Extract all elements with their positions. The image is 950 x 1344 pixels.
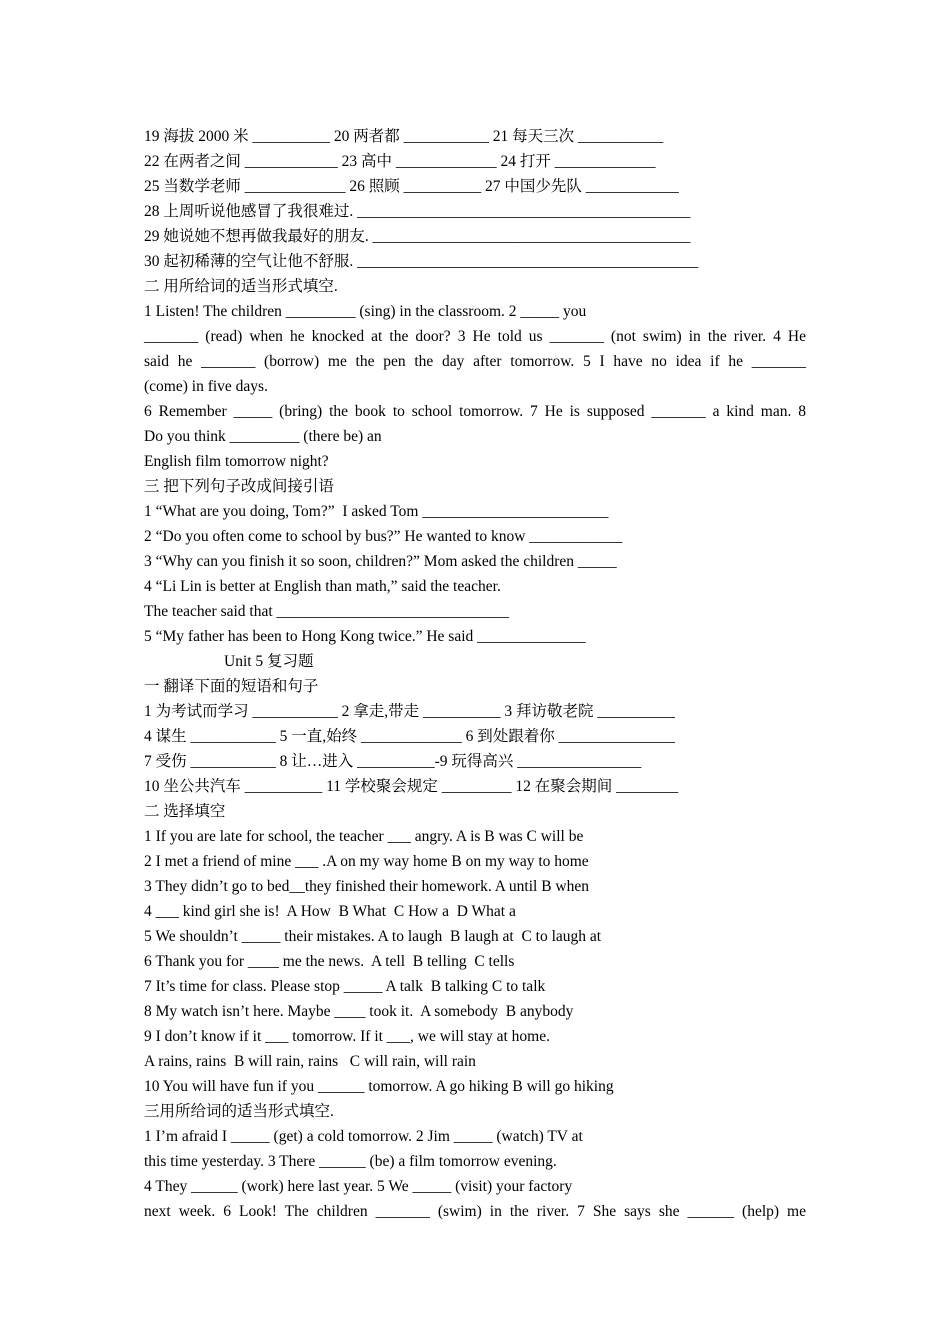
text-line: The teacher said that ______________________________ bbox=[144, 603, 510, 620]
text-line: 25 当数学老师 _____________ 26 照顾 __________ 27 中国少先队 ____________ bbox=[144, 178, 679, 195]
text-line: 9 I don’t know if it ___ tomorrow. If it ___, we will stay at home. bbox=[144, 1028, 550, 1045]
text-line: (come) in five days. bbox=[144, 378, 268, 395]
text-line: 7 It’s time for class. Please stop _____ A talk B talking C to talk bbox=[144, 978, 546, 995]
text-line: 4 谋生 ___________ 5 一直,始终 _____________ 6 到处跟着你 _______________ bbox=[144, 728, 675, 745]
section-heading: 三 把下列句子改成间接引语 bbox=[144, 478, 334, 495]
text-line: English film tomorrow night? bbox=[144, 453, 329, 470]
text-line: 8 My watch isn’t here. Maybe ____ took it. A somebody B anybody bbox=[144, 1003, 574, 1020]
text-line: A rains, rains B will rain, rains C will rain, will rain bbox=[144, 1053, 476, 1070]
text-line: 19 海拔 2000 米 __________ 20 两者都 ___________ 21 每天三次 ___________ bbox=[144, 128, 664, 145]
section-heading: 一 翻译下面的短语和句子 bbox=[144, 678, 319, 695]
section-heading: 三用所给词的适当形式填空. bbox=[144, 1103, 334, 1120]
text-line: said he _______ (borrow) me the pen the day after tomorrow. 5 I have no idea if he _______ bbox=[144, 353, 806, 370]
text-line: 10 坐公共汽车 __________ 11 学校聚会规定 _________ 12 在聚会期间 ________ bbox=[144, 778, 679, 795]
text-line: 10 You will have fun if you ______ tomorrow. A go hiking B will go hiking bbox=[144, 1078, 614, 1095]
text-line: 4 ___ kind girl she is! A How B What C How a D What a bbox=[144, 903, 516, 920]
text-line: 1 “What are you doing, Tom?” I asked Tom ________________________ bbox=[144, 503, 609, 520]
text-line: 30 起初稀薄的空气让他不舒服. ____________________________________________ bbox=[144, 253, 699, 270]
text-line: 6 Remember _____ (bring) the book to school tomorrow. 7 He is supposed _______ a kind man. 8 bbox=[144, 403, 806, 420]
document-body bbox=[144, 124, 806, 1224]
text-line: 28 上周听说他感冒了我很难过. ___________________________________________ bbox=[144, 203, 691, 220]
text-line: 5 We shouldn’t _____ their mistakes. A to laugh B laugh at C to laugh at bbox=[144, 928, 602, 945]
text-line: 7 受伤 ___________ 8 让…进入 __________-9 玩得高兴 ________________ bbox=[144, 753, 642, 770]
text-line: _______ (read) when he knocked at the door? 3 He told us _______ (not swim) in the river. 4 He bbox=[144, 328, 806, 345]
text-line: this time yesterday. 3 There ______ (be) a film tomorrow evening. bbox=[144, 1153, 557, 1170]
text-line: 6 Thank you for ____ me the news. A tell B telling C tells bbox=[144, 953, 515, 970]
text-line: 2 I met a friend of mine ___ .A on my way home B on my way to home bbox=[144, 853, 589, 870]
text-line: 1 I’m afraid I _____ (get) a cold tomorrow. 2 Jim _____ (watch) TV at bbox=[144, 1128, 583, 1145]
text-line: 5 “My father has been to Hong Kong twice.” He said ______________ bbox=[144, 628, 586, 645]
text-line: Do you think _________ (there be) an bbox=[144, 428, 382, 445]
unit-title: Unit 5 复习题 bbox=[224, 653, 314, 670]
text-line: 2 “Do you often come to school by bus?” He wanted to know ____________ bbox=[144, 528, 623, 545]
text-line: 4 “Li Lin is better at English than math,” said the teacher. bbox=[144, 578, 501, 595]
text-line: 29 她说她不想再做我最好的朋友. _________________________________________ bbox=[144, 228, 691, 245]
text-line: 1 为考试而学习 ___________ 2 拿走,带走 __________ 3 拜访敬老院 __________ bbox=[144, 703, 675, 720]
text-line: 1 Listen! The children _________ (sing) in the classroom. 2 _____ you bbox=[144, 303, 587, 320]
section-heading: 二 用所给词的适当形式填空. bbox=[144, 278, 338, 295]
section-heading: 二 选择填空 bbox=[144, 803, 226, 820]
text-line: 1 If you are late for school, the teacher ___ angry. A is B was C will be bbox=[144, 828, 584, 845]
text-line: next week. 6 Look! The children _______ (swim) in the river. 7 She says she ______ (help) me bbox=[144, 1203, 806, 1220]
text-line: 4 They ______ (work) here last year. 5 We _____ (visit) your factory bbox=[144, 1178, 573, 1195]
text-line: 3 “Why can you finish it so soon, children?” Mom asked the children _____ bbox=[144, 553, 617, 570]
text-line: 3 They didn’t go to bed__they finished their homework. A until B when bbox=[144, 878, 590, 895]
text-line: 22 在两者之间 ____________ 23 高中 _____________ 24 打开 _____________ bbox=[144, 153, 656, 170]
